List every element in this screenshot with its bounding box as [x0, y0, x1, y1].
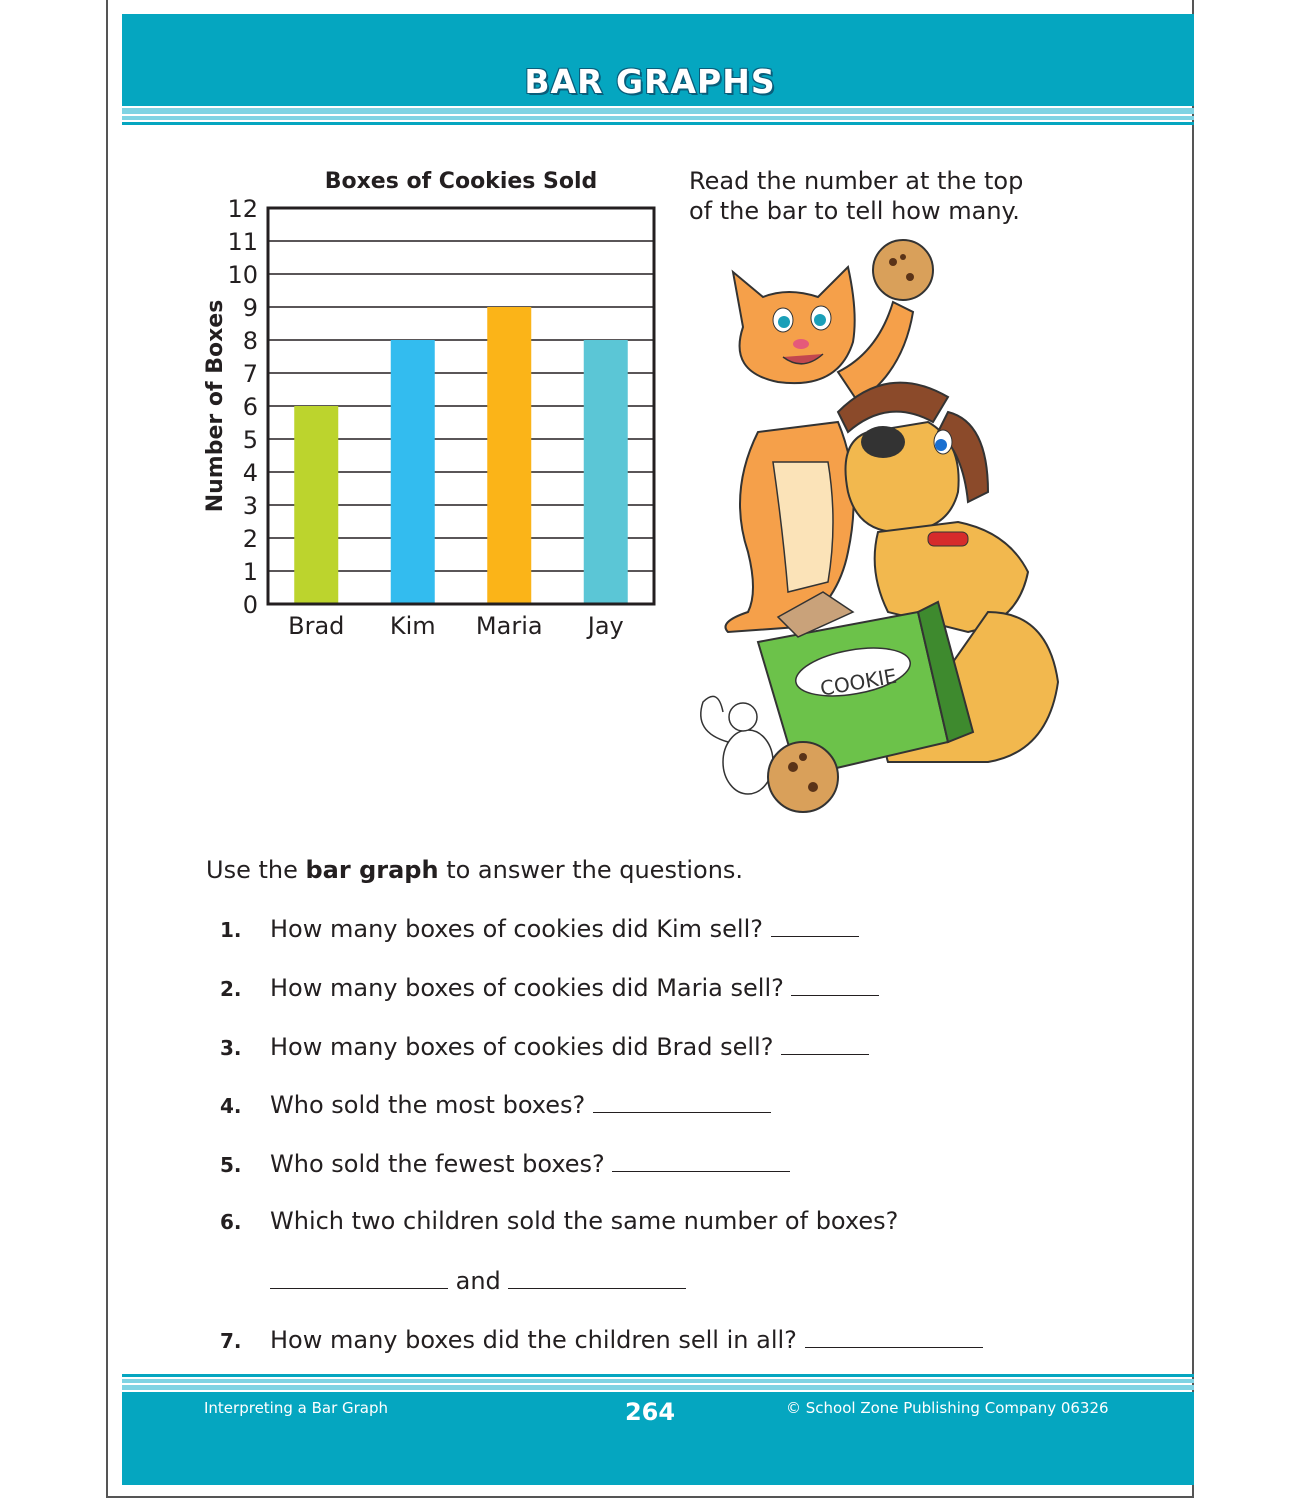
- question-text: How many boxes of cookies did Maria sell?: [270, 974, 784, 1002]
- question-number: 4.: [220, 1094, 242, 1118]
- answer-blank[interactable]: [771, 914, 859, 937]
- question-text: How many boxes of cookies did Kim sell?: [270, 915, 763, 943]
- intro-bold: bar graph: [305, 856, 439, 884]
- questions-intro: [206, 856, 743, 884]
- bar-maria: [487, 307, 531, 604]
- footer-topic: Interpreting a Bar Graph: [204, 1399, 389, 1417]
- y-tick-label: 9: [242, 294, 258, 322]
- bar-kim: [391, 340, 435, 604]
- header-stripe: [122, 122, 1194, 125]
- instructions-line: of the bar to tell how many.: [689, 197, 1020, 225]
- question-number: 2.: [220, 977, 242, 1001]
- intro-text: to answer the questions.: [446, 856, 744, 884]
- footer-stripe: [122, 1379, 1194, 1383]
- y-tick-label: 6: [242, 393, 258, 421]
- answer-blank[interactable]: [781, 1032, 869, 1055]
- question-number: 7.: [220, 1329, 242, 1353]
- instructions-line: Read the number at the top: [689, 167, 1024, 195]
- answer-blank[interactable]: [805, 1325, 983, 1348]
- y-tick-label: 7: [242, 360, 258, 388]
- answer-blank[interactable]: [593, 1090, 771, 1113]
- y-tick-label: 11: [227, 228, 258, 256]
- bar-chart: [190, 160, 670, 654]
- y-tick-label: 4: [242, 459, 258, 487]
- footer-stripe: [122, 1374, 1194, 1377]
- y-tick-label: 5: [242, 426, 258, 454]
- intro-text: Use the: [206, 856, 298, 884]
- question-number: 3.: [220, 1036, 242, 1060]
- y-tick-label: 12: [227, 195, 258, 223]
- bar-chart-svg: [190, 160, 670, 650]
- y-axis-label: Number of Boxes: [203, 299, 228, 513]
- question-text: How many boxes of cookies did Brad sell?: [270, 1033, 774, 1061]
- question-text: Who sold the most boxes?: [270, 1091, 586, 1119]
- cat-dog-mouse-illustration: [688, 232, 1088, 836]
- x-tick-label: Jay: [587, 612, 624, 640]
- x-tick-label: Brad: [288, 612, 345, 640]
- question-6-answers: [270, 1266, 686, 1295]
- question-7: [220, 1325, 983, 1354]
- header-stripe: [122, 108, 1194, 114]
- question-number: 6.: [220, 1210, 242, 1234]
- bar-brad: [294, 406, 338, 604]
- question-number: 1.: [220, 918, 242, 942]
- footer-stripe: [122, 1385, 1194, 1390]
- y-tick-label: 10: [227, 261, 258, 289]
- question-4: [220, 1090, 771, 1119]
- y-tick-label: 8: [242, 327, 258, 355]
- x-tick-label: Kim: [389, 612, 436, 640]
- chart-title: Boxes of Cookies Sold: [324, 169, 598, 194]
- bar-jay: [584, 340, 628, 604]
- question-text: How many boxes did the children sell in all?: [270, 1326, 797, 1354]
- question-5: [220, 1149, 790, 1178]
- page-title: BAR GRAPHS: [524, 62, 776, 101]
- question-text: Which two children sold the same number of boxes?: [270, 1207, 899, 1235]
- question-3: [220, 1032, 869, 1061]
- y-tick-label: 1: [242, 558, 258, 586]
- y-tick-label: 2: [242, 525, 258, 553]
- question-text: Who sold the fewest boxes?: [270, 1150, 605, 1178]
- y-tick-label: 0: [242, 591, 258, 619]
- box-label: COOKIE: [818, 663, 899, 701]
- answer-blank[interactable]: [791, 973, 879, 996]
- question-6: [220, 1207, 898, 1235]
- answer-blank[interactable]: [270, 1266, 448, 1289]
- question-1: [220, 914, 859, 943]
- and-word: and: [455, 1267, 501, 1295]
- y-tick-label: 3: [242, 492, 258, 520]
- header-stripe: [122, 116, 1194, 120]
- instructions: [689, 166, 1089, 226]
- answer-blank[interactable]: [612, 1149, 790, 1172]
- page-number: 264: [624, 1398, 676, 1426]
- question-2: [220, 973, 879, 1002]
- x-tick-label: Maria: [475, 612, 543, 640]
- answer-blank[interactable]: [508, 1266, 686, 1289]
- footer-copyright: © School Zone Publishing Company 06326: [786, 1399, 1109, 1417]
- question-number: 5.: [220, 1153, 242, 1177]
